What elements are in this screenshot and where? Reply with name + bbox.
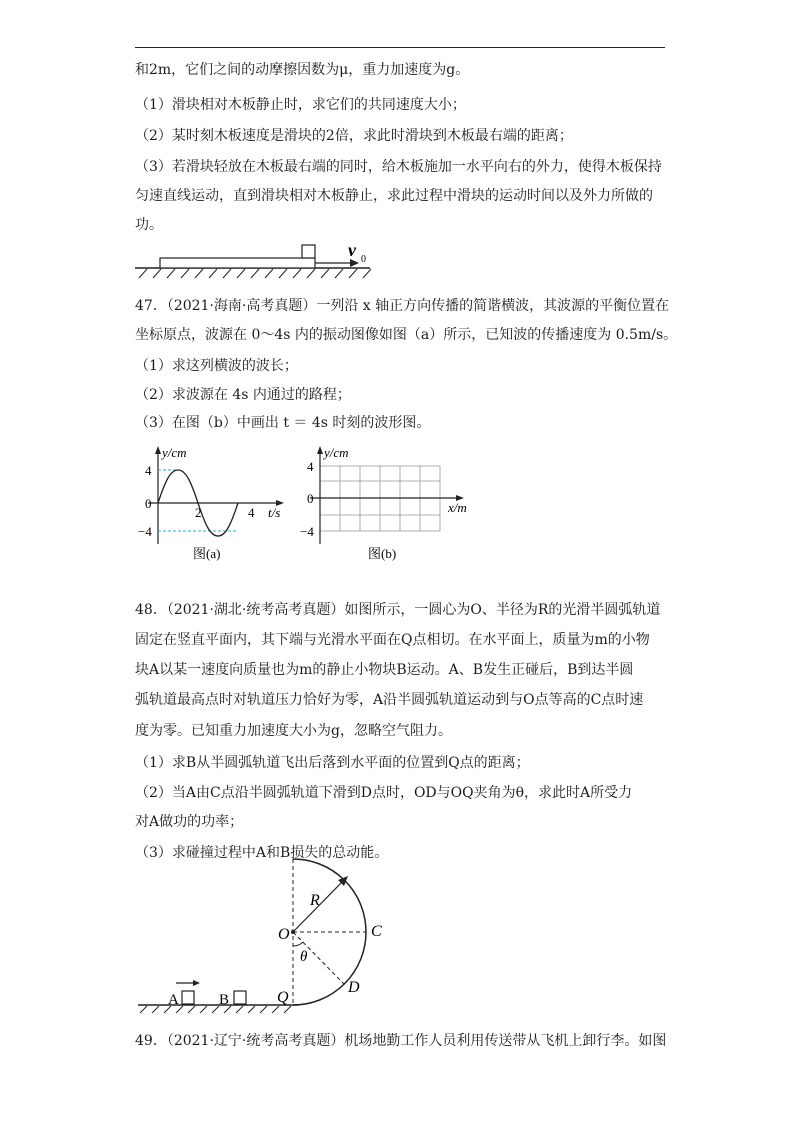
q47-sub3: （3）在图（b）中画出 t ＝ 4s 时刻的波形图。 (135, 415, 431, 431)
q48-sub2b: 对A做功的功率； (135, 814, 244, 830)
fb-ylabel: y/cm (324, 445, 349, 460)
center-dot (291, 930, 295, 934)
v-label: v (348, 240, 356, 260)
q47-line2: 坐标原点，波源在 0～4s 内的振动图像如图（a）所示，已知波的传播速度为 0.5m/s。 (135, 327, 678, 343)
label-O: O (278, 926, 290, 943)
label-theta: θ (300, 949, 308, 965)
q48-sub2a: （2）当A由C点沿半圆弧轨道下滑到D点时，OD与OQ夹角为θ，求此时A所受力 (135, 785, 633, 801)
label-Q: Q (277, 989, 289, 1006)
label-A: A (168, 992, 179, 1008)
top-rule (135, 47, 665, 48)
q46-sub2: （2）某时刻木板速度是滑块的2倍，求此时滑块到木板最右端的距离； (135, 128, 573, 144)
fa-tick-neg4: −4 (138, 524, 152, 539)
q46-line1: 和2m，它们之间的动摩擦因数为μ，重力加速度为g。 (135, 62, 470, 78)
fa-x-2: 2 (195, 505, 202, 520)
block-B (234, 991, 246, 1004)
velocity-arrowhead (350, 259, 359, 267)
q48-line1: 48．（2021·湖北·统考高考真题）如图所示，一圆心为O、半径为R的光滑半圆弧轨道 (135, 602, 661, 618)
fb-tick-4: 4 (307, 459, 314, 474)
q49-line1: 49．（2021·辽宁·统考高考真题）机场地勤工作人员利用传送带从飞机上卸行李。如图 (135, 1033, 667, 1049)
ground-hatch (140, 1006, 291, 1013)
q48-line3: 块A以某一速度向质量也为m的静止小物块B运动。A、B发生正碰后，B到达半圆 (135, 662, 634, 678)
fa-caption: 图(a) (193, 546, 221, 561)
q47-sub1: （1）求这列横波的波长； (135, 358, 298, 374)
fa-x-4: 4 (248, 505, 255, 520)
q47-figure-a (138, 444, 298, 564)
q48-line4: 弧轨道最高点时对轨道压力恰好为零，A沿半圆弧轨道运动到与O点等高的C点时速 (135, 692, 644, 708)
q47-line1: 47．（2021·海南·高考真题）一列沿 x 轴正方向传播的简谐横波，其波源的平衡位置在 (135, 298, 670, 314)
fb-caption: 图(b) (368, 546, 397, 561)
q48-sub1: （1）求B从半圆弧轨道飞出后落到水平面的位置到Q点的距离； (135, 755, 530, 771)
q48-sub3: （3）求碰撞过程中A和B损失的总动能。 (135, 845, 389, 861)
fa-ylabel: y/cm (162, 445, 187, 460)
fb-xlabel: x/m (448, 500, 467, 515)
q46-sub3c: 功。 (135, 217, 163, 233)
fa-tick-0: 0 (145, 496, 152, 511)
v-sub-label: 0 (361, 254, 366, 265)
label-R: R (310, 892, 320, 909)
q48-line2: 固定在竖直平面内，其下端与光滑水平面在Q点相切。在水平面上，质量为m的小物 (135, 632, 650, 648)
q48-line5: 度为零。已知重力加速度大小为g，忽略空气阻力。 (135, 723, 452, 739)
q46-sub1: （1）滑块相对木板静止时，求它们的共同速度大小； (135, 97, 466, 113)
fa-xlabel: t/s (268, 505, 281, 520)
wood-board (160, 258, 315, 268)
q46-board-figure (125, 238, 385, 282)
slider-block (302, 245, 315, 258)
theta-arc (293, 942, 303, 946)
ground-hatch (139, 269, 371, 278)
block-A (182, 991, 194, 1004)
q46-sub3b: 匀速直线运动，直到滑块相对木板静止，求此过程中滑块的运动时间以及外力所做的 (135, 188, 653, 204)
q47-sub2: （2）求波源在 4s 内通过的路程； (135, 387, 351, 403)
q47-figure-b (300, 444, 480, 564)
q46-sub3a: （3）若滑块轻放在木板最右端的同时，给木板施加一水平向右的外力，使得木板保持 (135, 159, 662, 175)
label-B: B (219, 992, 230, 1008)
label-D: D (348, 979, 360, 996)
label-C: C (371, 923, 382, 940)
fa-tick-4: 4 (145, 463, 152, 478)
q48-semicircle-figure (130, 855, 430, 1017)
fb-tick-neg4: −4 (300, 524, 314, 539)
fb-tick-0: 0 (307, 491, 314, 506)
